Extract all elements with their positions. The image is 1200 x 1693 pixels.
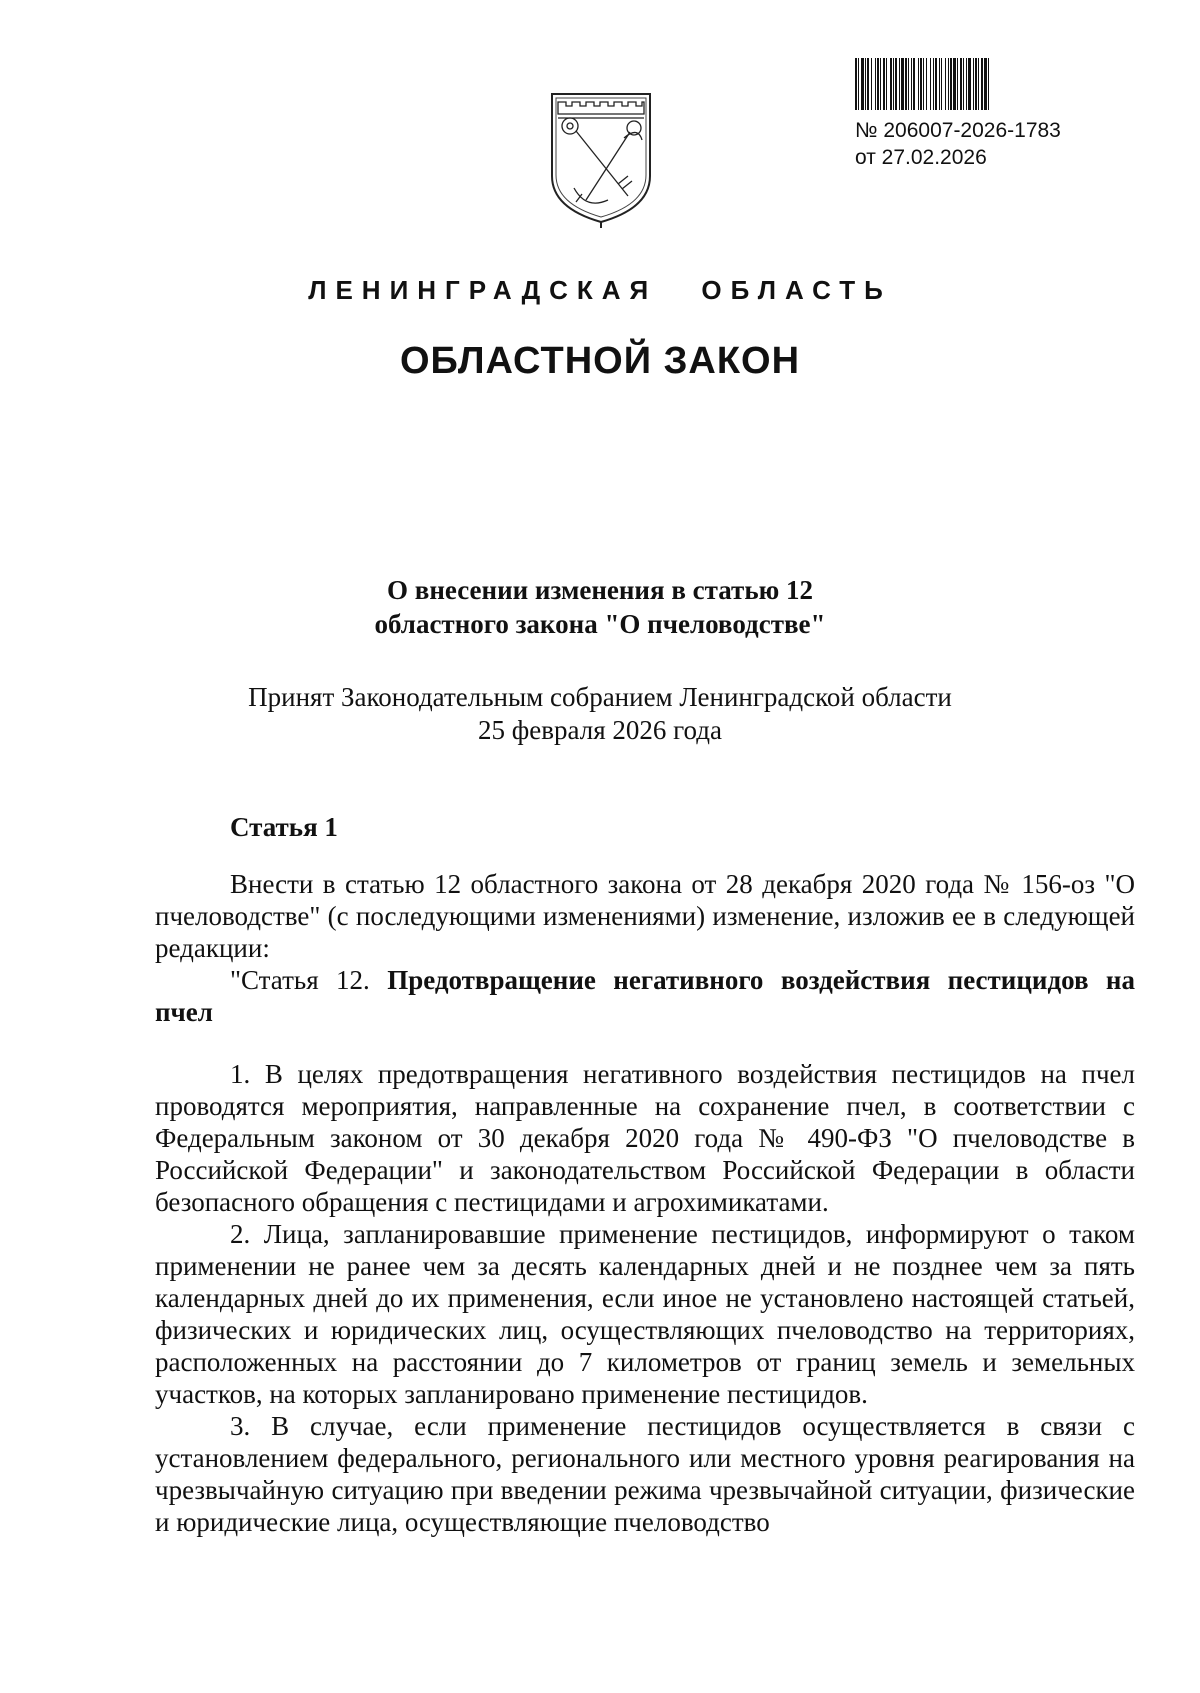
paragraph-1: 1. В целях предотвращения негативного воздействия пестицидов на пчел проводятся мероприятия, направленные на сохранение пчел, в соответствии с Федеральным законом от 30 декабря 2020 года № 490-ФЗ "О пчеловодстве в Российской Федерации" и законодательством Российской Федерации в области безопасного обращения с пестицидами и агрохимикатами.	[155, 1059, 1135, 1217]
paragraph-3: 3. В случае, если применение пестицидов осуществляется в связи с установлением федерального, регионального или местного уровня реагирования на чрезвычайную ситуацию при введении режима чрезвычайной ситуации, физические и юридические лица, осуществляющие пчеловодство	[155, 1411, 1135, 1537]
article-body	[155, 868, 1135, 1538]
barcode	[855, 58, 1115, 110]
article-heading: Статья 1	[230, 812, 338, 842]
registration-number: № 206007-2026-1783	[855, 119, 1061, 142]
adoption-date: 25 февраля 2026 года	[478, 715, 722, 745]
quoted-article-title: Предотвращение негативного воздействия пестицидов на пчел	[155, 965, 1135, 1027]
law-title-line-2: областного закона "О пчеловодстве"	[374, 609, 826, 639]
coat-of-arms-emblem	[546, 76, 656, 228]
region-name: ЛЕНИНГРАДСКАЯ ОБЛАСТЬ	[308, 275, 892, 305]
quoted-article-prefix: "Статья 12.	[230, 965, 388, 995]
registration-block	[855, 58, 1115, 170]
article-intro: Внести в статью 12 областного закона от 28 декабря 2020 года № 156-оз "О пчеловодстве" (с последующими изменениями) изменение, изложив ее в следующей редакции:	[155, 869, 1135, 963]
law-type-heading: ОБЛАСТНОЙ ЗАКОН	[399, 340, 801, 382]
law-title	[0, 573, 1200, 641]
adoption-body: Принят Законодательным собранием Ленинградской области	[248, 682, 952, 712]
quoted-article-heading	[155, 964, 1135, 1028]
registration-date: от 27.02.2026	[855, 146, 987, 169]
law-title-line-1: О внесении изменения в статью 12	[387, 575, 813, 605]
paragraph-2: 2. Лица, запланировавшие применение пестицидов, информируют о таком применении не ранее чем за десять календарных дней и не позднее чем за пять календарных дней до их применения, если иное не установлено настоящей статьей, физических и юридических лиц, осуществляющих пчеловодство на территориях, расположенных на расстоянии до 7 километров от границ земель и земельных участков, на которых запланировано применение пестицидов.	[155, 1219, 1135, 1409]
adoption-note	[0, 681, 1200, 747]
